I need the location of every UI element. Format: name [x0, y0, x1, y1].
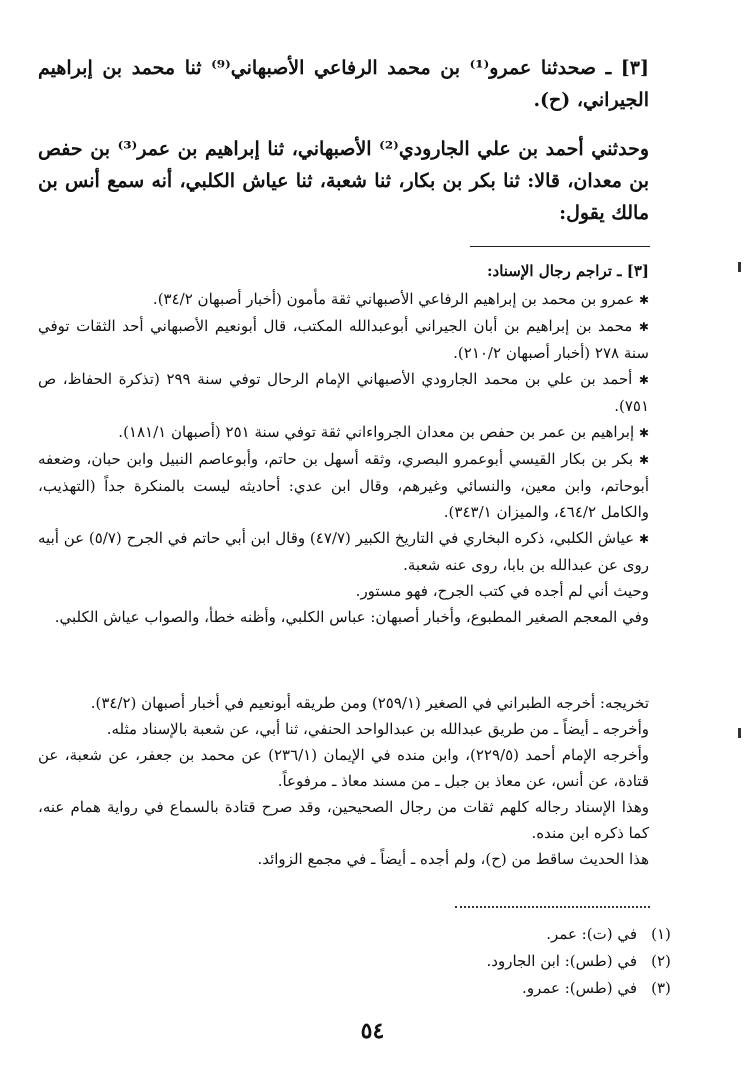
asterisk-icon: ✱	[638, 426, 649, 440]
note-text: في (ت): عمر.	[546, 925, 637, 943]
bio-item: ✱ عياش الكلبي، ذكره البخاري في التاريخ الكبير (٤٧/٧) وقال ابن أبي حاتم في الجرح (٥/٧) عن أبيه روى عن عبدالله بن بابا، روى عنه شعبة.	[38, 529, 650, 574]
bio-note: وفي المعجم الصغير المطبوع، وأخبار أصبهان: عباس الكلبي، وأظنه خطأ، والصواب عياش الكلبي.	[54, 608, 649, 626]
bio-item: ✱ عمرو بن محمد بن إبراهيم الرفاعي الأصبهاني ثقة مأمون (أخبار أصبهان ٣٤/٢).	[152, 290, 649, 308]
notes-separator	[455, 906, 650, 908]
footnote-separator	[470, 246, 650, 247]
takhrij-line: تخريجه: أخرجه الطبراني في الصغير (٢٥٩/١) ومن طريقه أبونعيم في أخبار أصبهان (٣٤/٢).	[90, 694, 649, 712]
note-number: (٢)	[651, 952, 671, 970]
note-item	[285, 948, 685, 975]
takhrij-line: وأخرجه الإمام أحمد (٢٢٩/٥)، وابن منده في الإيمان (٢٣٦/١) عن محمد بن جعفر، عن شعبة، عن قتادة، عن أنس، عن معاذ بن جبل ـ من مسند معاذ ـ مرفوعاً.	[38, 746, 650, 790]
note-text: في (طس): عمرو.	[522, 979, 637, 997]
asterisk-icon: ✱	[638, 320, 649, 334]
manuscript-notes	[285, 921, 685, 1002]
asterisk-icon: ✱	[638, 453, 649, 467]
note-item	[285, 975, 685, 1002]
bio-item: ✱ أحمد بن علي بن محمد الجارودي الأصبهاني الإمام الرحال توفي سنة ٢٩٩ (تذكرة الحفاظ، ص ٧٥١).	[38, 370, 649, 415]
note-item	[285, 921, 685, 948]
bio-item: ✱ إبراهيم بن عمر بن حفص بن معدان الجرواءاني ثقة توفي سنة ٢٥١ (أصبهان ١٨١/١).	[118, 423, 649, 441]
footnotes-title: [٣] ـ تراجم رجال الإسناد:	[486, 262, 649, 280]
bio-item: ✱ محمد بن إبراهيم بن أبان الجيراني أبوعبدالله المكتب، قال أبونعيم الأصبهاني أحد الثقات توفي سنة ٢٧٨ (أخبار أصبهان ٢١٠/٢).	[38, 317, 649, 362]
note-number: (٣)	[651, 979, 671, 997]
asterisk-icon: ✱	[638, 532, 650, 546]
margin-mark	[738, 262, 741, 272]
takhrij-section	[38, 690, 649, 872]
asterisk-icon: ✱	[638, 293, 649, 307]
margin-mark	[738, 728, 741, 738]
bio-note: وحيث أني لم أجده في كتب الجرح، فهو مستور.	[355, 582, 649, 600]
takhrij-line: وأخرجه ـ أيضاً ـ من طريق عبدالله بن عبدالواحد الحنفي، ثنا أبي، عن شعبة بالإسناد مثله.	[106, 720, 649, 738]
takhrij-line: وهذا الإسناد رجاله كلهم ثقات من رجال الصحيحين، وقد صرح قتادة بالسماع في رواية همام عنه، كما ذكره ابن منده.	[38, 798, 649, 842]
takhrij-line: هذا الحديث ساقط من (ح)، ولم أجده ـ أيضاً ـ في مجمع الزوائد.	[257, 850, 649, 868]
bio-item: ✱ بكر بن بكار القيسي أبوعمرو البصري، وثقه أسهل بن حاتم، وأبوعاصم النبيل وابن حبان، وضعفه أبوحاتم، وابن معين، والنسائي وغيرهم، وقال ابن عدي: أحاديثه ليست بالمنكرة جداً (التهذيب، والكامل ٤٦٤/٢، والميزان ٣٤٣/١).	[38, 450, 649, 521]
asterisk-icon: ✱	[638, 373, 649, 387]
page-number: ٥٤	[360, 1018, 385, 1044]
narrator-biographies	[38, 286, 649, 630]
hadith-paragraph-1: [٣] ـ صحدثنا عمرو⁽¹⁾ بن محمد الرفاعي الأصبهاني⁽⁹⁾ ثنا محمد بن إبراهيم الجيراني، (ح).	[38, 57, 649, 111]
note-text: في (طس): ابن الجارود.	[486, 952, 637, 970]
hadith-paragraph-2: وحدثني أحمد بن علي الجارودي⁽²⁾ الأصبهاني، ثنا إبراهيم بن عمر⁽³⁾ بن حفص بن معدان، قالا: ثنا بكر بن بكار، ثنا شعبة، ثنا عياش الكلبي، أنه سمع أنس بن مالك يقول:	[38, 138, 649, 224]
note-number: (١)	[651, 925, 671, 943]
